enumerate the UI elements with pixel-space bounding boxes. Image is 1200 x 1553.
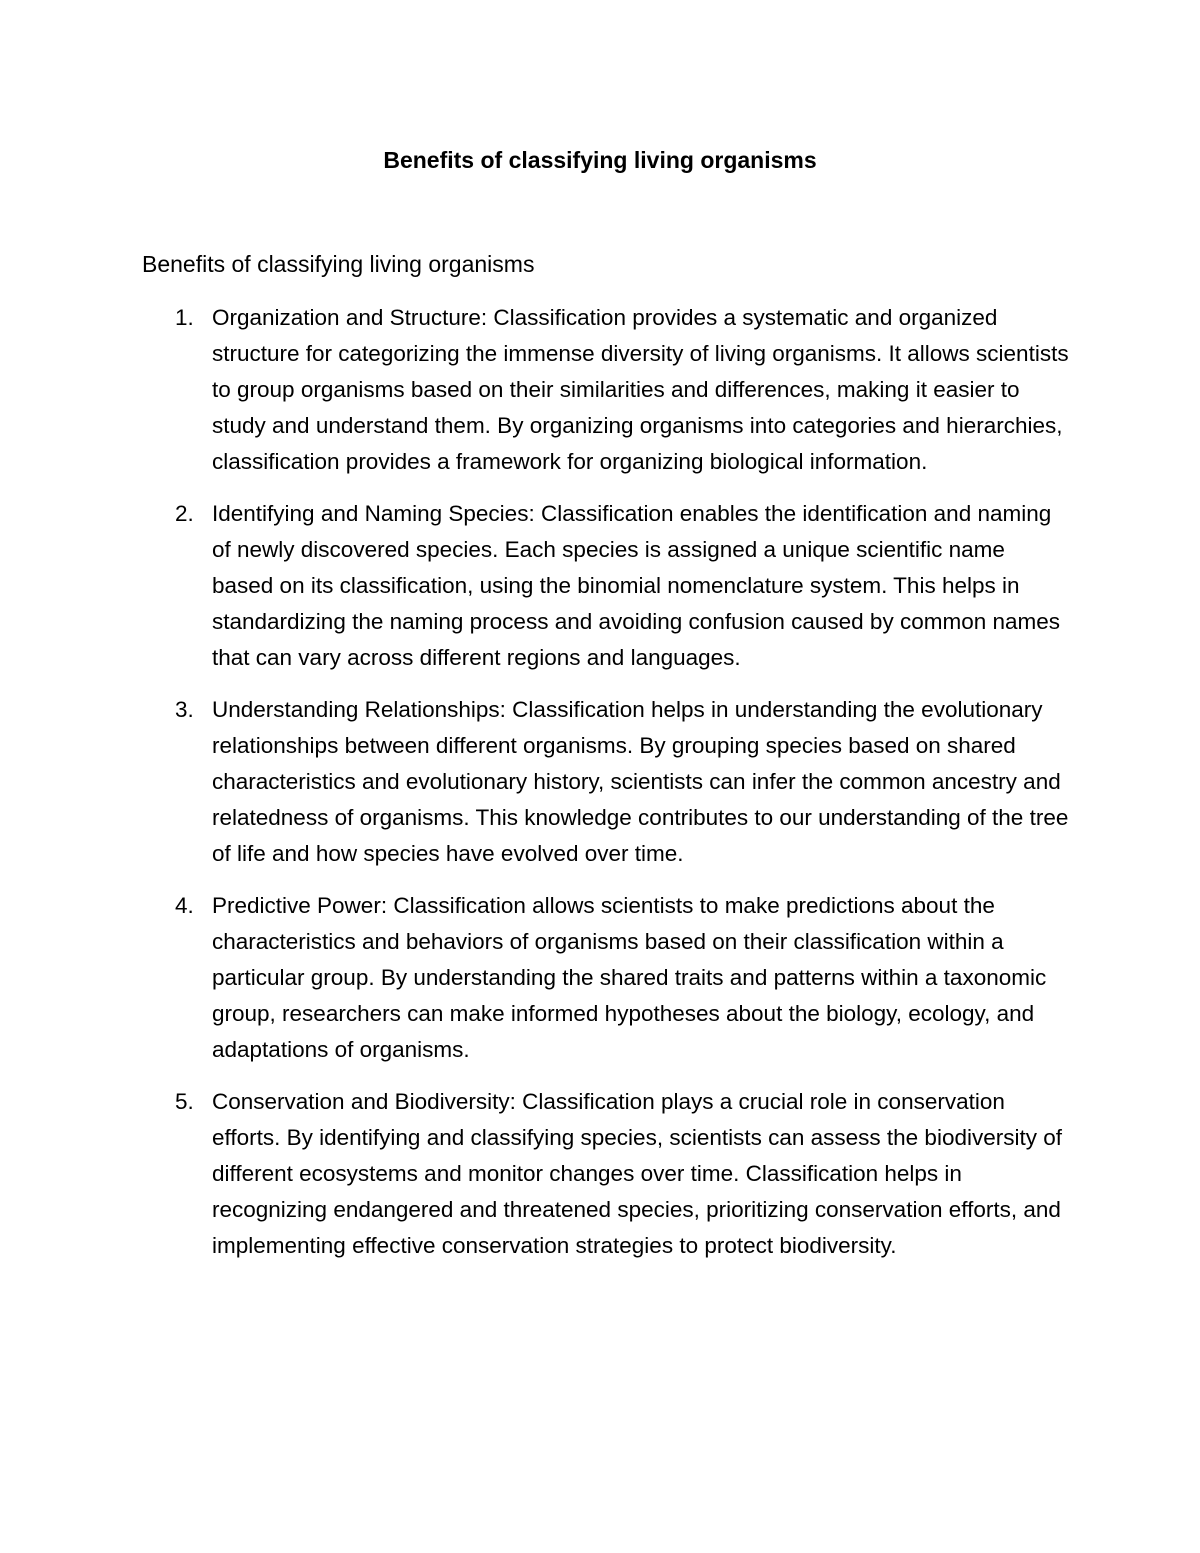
benefit-text: Conservation and Biodiversity: Classification plays a crucial role in conservation efforts. By identifying and classifying species, scientists can assess the biodiversity of different ecosystems and monitor changes over time. Classification helps in recognizing endangered and threatened species, prioritizing conservation efforts, and implementing effective conservation strategies to protect biodiversity. bbox=[212, 1089, 1062, 1258]
benefit-number: 3. bbox=[175, 697, 194, 722]
benefit-number: 2. bbox=[175, 501, 194, 526]
benefit-item-2 bbox=[0, 496, 1072, 676]
benefit-item-1 bbox=[0, 300, 1072, 480]
benefit-number: 5. bbox=[175, 1089, 194, 1114]
benefit-text: Predictive Power: Classification allows scientists to make predictions about the characteristics and behaviors of organisms based on their classification within a particular group. By understanding the shared traits and patterns within a taxonomic group, researchers can make informed hypotheses about the biology, ecology, and adaptations of organisms. bbox=[212, 893, 1047, 1062]
benefit-text: Identifying and Naming Species: Classification enables the identification and naming of newly discovered species. Each species is assigned a unique scientific name based on its classification, using the binomial nomenclature system. This helps in standardizing the naming process and avoiding confusion caused by common names that can vary across different regions and languages. bbox=[212, 501, 1061, 670]
benefit-item-4 bbox=[0, 888, 1072, 1068]
benefit-item-5 bbox=[0, 1084, 1072, 1264]
benefit-text: Understanding Relationships: Classification helps in understanding the evolutionary relationships between different organisms. By grouping species based on shared characteristics and evolutionary history, scientists can infer the common ancestry and relatedness of organisms. This knowledge contributes to our understanding of the tree of life and how species have evolved over time. bbox=[212, 697, 1069, 866]
benefit-number: 4. bbox=[175, 893, 194, 918]
benefits-list bbox=[0, 300, 1200, 1280]
intro-heading: Benefits of classifying living organisms bbox=[142, 251, 535, 277]
benefit-item-3 bbox=[0, 692, 1072, 872]
benefit-number: 1. bbox=[175, 305, 194, 330]
benefit-text: Organization and Structure: Classification provides a systematic and organized structure for categorizing the immense diversity of living organisms. It allows scientists to group organisms based on their similarities and differences, making it easier to study and understand them. By organizing organisms into categories and hierarchies, classification provides a framework for organizing biological information. bbox=[212, 305, 1069, 474]
document-title: Benefits of classifying living organisms bbox=[383, 147, 817, 173]
